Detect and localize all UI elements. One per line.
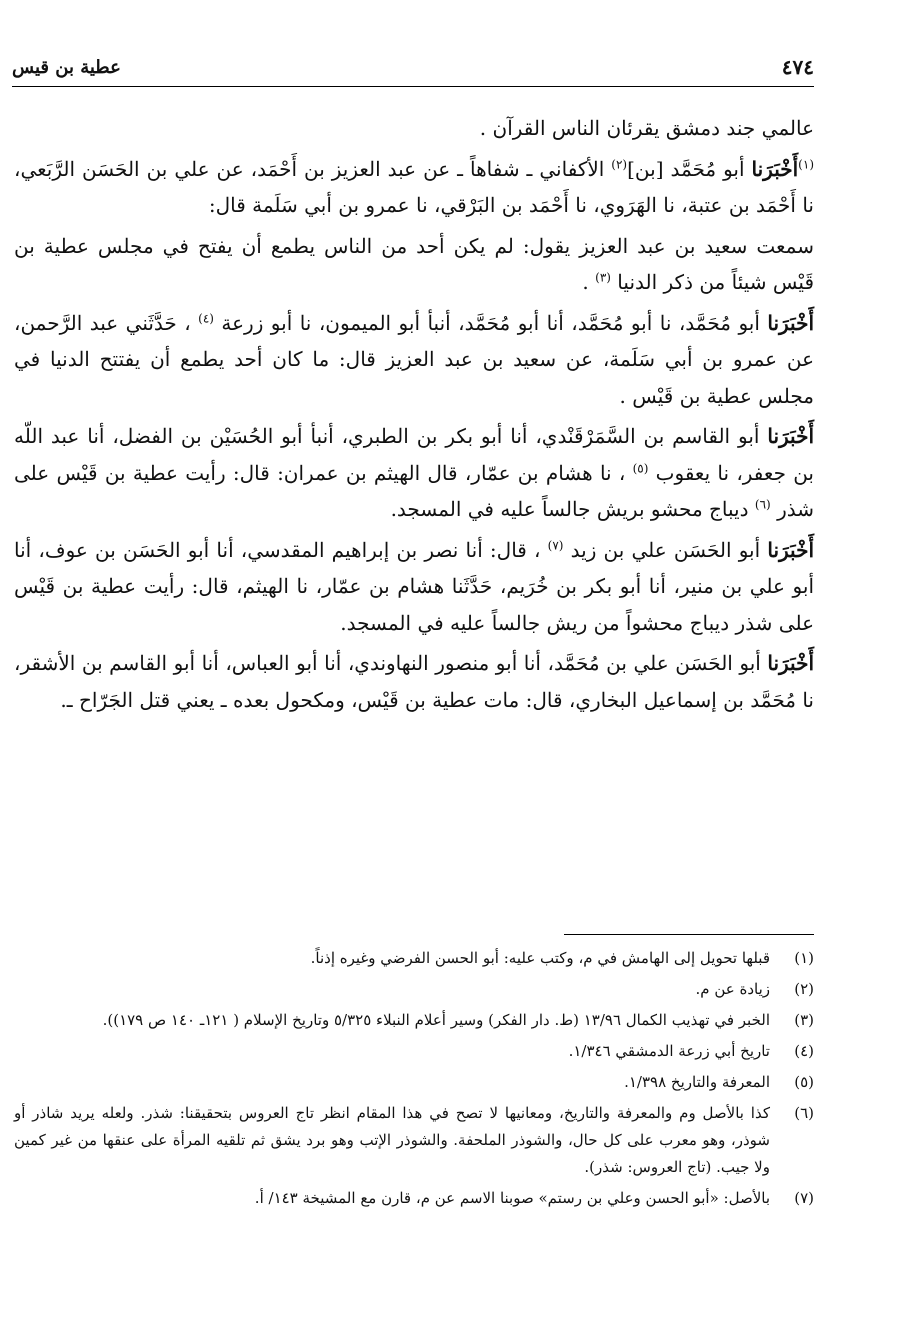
running-title: عطية بن قيس [12, 56, 121, 78]
page-number: ٤٧٤ [781, 55, 814, 79]
paragraph [14, 532, 814, 642]
footnote-text: قبلها تحويل إلى الهامش في م، وكتب عليه: أبو الحسن الفرضي وغيره إذناً. [310, 949, 770, 967]
footnote-ref: (٤) [198, 310, 214, 325]
footnote-ref: (٧) [547, 537, 564, 552]
footnote-separator [564, 934, 814, 935]
text-run: ، نا هشام بن عمّار، قال الهيثم بن عمران: قال: رأيت عطية بن قَيْس على شذر [14, 460, 814, 521]
footnote [14, 1069, 814, 1096]
main-text [14, 110, 814, 722]
narration-keyword: أَخْبَرَنا [767, 537, 814, 562]
footnotes [14, 945, 814, 1216]
paragraph [14, 151, 814, 224]
text-run: سمعت سعيد بن عبد العزيز يقول: لم يكن أحد من الناس يطمع أن يفتح في مجلس عطية بن قَيْس شيئاً من ذكر الدنيا [14, 233, 814, 294]
footnote-number: (٢) [794, 980, 814, 998]
text-run: ، قال: أنا نصر بن إبراهيم المقدسي، أنا أبو الحَسَن بن عوف، أنا أبو علي بن منير، أنا أبو بكر بن خُرَيم، حَدَّثَنا هشام بن عمّار، نا الهيثم، قال: رأيت عطية بن قَيْس على شذر ديباج محشواً من ريش جالساً عليه في المسجد. [14, 537, 814, 635]
footnote-number: (٥) [794, 1073, 814, 1091]
paragraph [14, 645, 814, 718]
footnote-ref: (٦) [754, 497, 771, 512]
footnote-number: (١) [794, 949, 814, 967]
paragraph [14, 305, 814, 415]
text-run: ديباج محشو بريش جالساً عليه في المسجد. [390, 497, 755, 521]
narration-keyword: أَخْبَرَنا [751, 156, 799, 181]
narration-keyword: أَخْبَرَنا [767, 310, 814, 335]
footnote [14, 1100, 814, 1181]
paragraph [14, 110, 814, 147]
footnote [14, 1038, 814, 1065]
paragraph [14, 228, 814, 301]
narration-keyword: أَخْبَرَنا [767, 424, 814, 448]
footnote-text: كذا بالأصل وم والمعرفة والتاريخ، ومعانيها لا تصح في هذا المقام انظر تاج العروس بتحقيقنا: شذر. ولعله يريد شاذر أو شوذر، وهو معرب على كل حال، والشوذر الملحفة. والشوذر الإتب وهو برد يشق ثم تلقيه المرأة على عنقها من غير كمين ولا جيب. (تاج العروس: شذر). [14, 1104, 770, 1176]
footnote-ref: (١) [798, 156, 814, 171]
footnote-ref: (٢) [611, 156, 628, 171]
paragraph [14, 418, 814, 528]
footnote-ref: (٥) [632, 460, 649, 475]
text-run: الأكفاني ـ شفاهاً ـ عن عبد العزيز بن أَحْمَد، عن علي بن الحَسَن الرَّبَعي، نا أَحْمَد بن عتبة، نا الهَرَوي، نا أَحْمَد بن البَرْقي، نا عمرو بن أبي سَلَمة قال: [14, 156, 814, 217]
footnote-number: (٣) [794, 1011, 814, 1029]
footnote-text: الخبر في تهذيب الكمال ١٣/٩٦ (ط. دار الفكر) وسير أعلام النبلاء ٥/٣٢٥ وتاريخ الإسلام ( ١٢١ـ ١٤٠ ص ١٧٩)). [102, 1011, 770, 1029]
footnote-text: تاريخ أبي زرعة الدمشقي ١/٣٤٦. [568, 1042, 770, 1060]
text-run: عالمي جند دمشق يقرئان الناس القرآن . [479, 116, 814, 140]
footnote-text: زيادة عن م. [695, 980, 770, 998]
footnote-text: بالأصل: «أبو الحسن وعلي بن رستم» صوبنا الاسم عن م، قارن مع المشيخة ١٤٣/ أ. [254, 1189, 770, 1207]
text-run: ، حَدَّثَني عبد الرَّحمن، عن عمرو بن أبي سَلَمة، عن سعيد بن عبد العزيز قال: ما كان أحد يطمع أن يفتتح الدنيا في مجلس عطية بن قَيْس . [14, 310, 814, 408]
footnote-text: المعرفة والتاريخ ١/٣٩٨. [624, 1073, 770, 1091]
footnote-ref: (٣) [595, 270, 611, 285]
text-run: أبو مُحَمَّد [بن] [627, 156, 752, 181]
footnote [14, 976, 814, 1003]
footnote-number: (٤) [794, 1042, 814, 1060]
text-run: أبو مُحَمَّد، نا أبو مُحَمَّد، أنا أبو مُحَمَّد، أنبأ أبو الميمون، نا أبو زرعة [213, 310, 768, 335]
text-run: . [582, 270, 596, 294]
footnote [14, 1007, 814, 1034]
text-run: أبو القاسم بن السَّمَرْقَنْدي، أنا أبو بكر بن الطبري، أنبأ أبو الحُسَيْن بن الفضل، أنا عبد اللّه بن جعفر، نا يعقوب [14, 424, 814, 485]
footnote-number: (٦) [794, 1104, 814, 1122]
footnote [14, 945, 814, 972]
text-run: أبو الحَسَن علي بن زيد [563, 537, 768, 562]
narration-keyword: أَخْبَرَنا [767, 651, 814, 675]
footnote-number: (٧) [794, 1189, 814, 1207]
footnote [14, 1185, 814, 1212]
text-run: أبو الحَسَن علي بن مُحَمَّد، أنا أبو منصور النهاوندي، أنا أبو العباس، أنا أبو القاسم بن الأشقر، نا مُحَمَّد بن إسماعيل البخاري، قال: مات عطية بن قَيْس، ومكحول بعده ـ يعني قتل الجَرّاح ـ. [14, 651, 814, 712]
page-header [12, 52, 814, 87]
